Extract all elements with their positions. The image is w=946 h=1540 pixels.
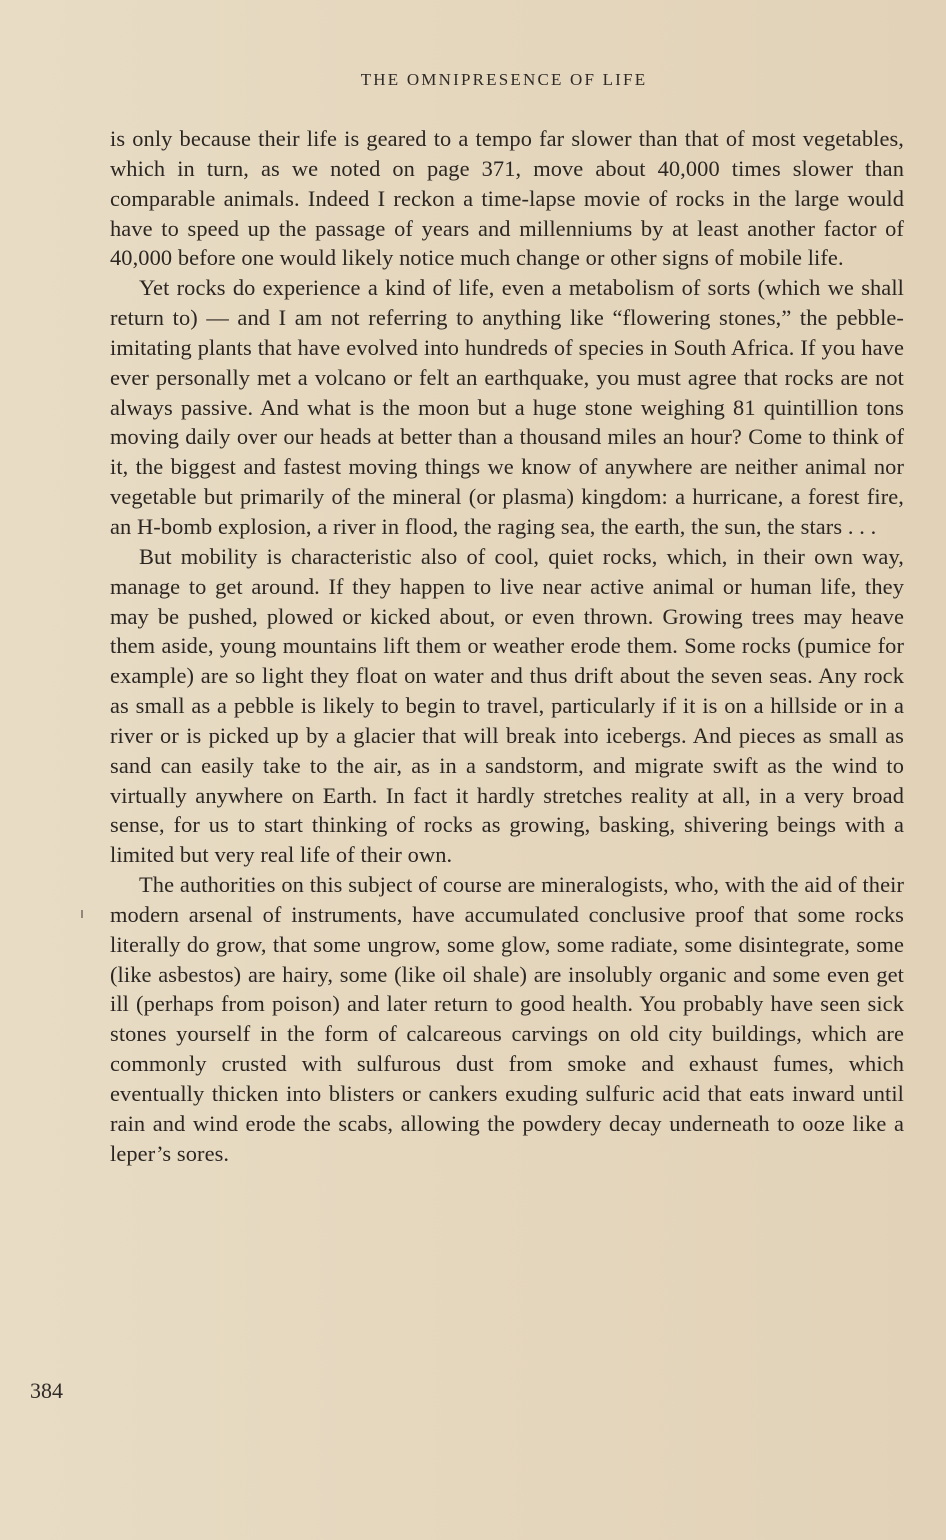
paragraph-1: is only because their life is geared to a tempo far slower than that of most vegetables, which in turn, as we noted on page 371, move about 40,000 times slower than comparable animals. Indeed I reckon a time-lapse movie of rocks in the large would have to speed up the passage of years and millenniums by at least another factor of 40,000 before one would likely notice much change or other signs of mobile life. xyxy=(110,126,904,271)
margin-speck xyxy=(81,910,83,918)
paragraph-3: But mobility is characteristic also of cool, quiet rocks, which, in their own way, manage to get around. If they happen to live near active animal or human life, they may be pushed, plowed or kicked about, or even thrown. Growing trees may heave them aside, young mountains lift them or weather erode them. Some rocks (pumice for example) are so light they float on water and thus drift about the seven seas. Any rock as small as a pebble is likely to begin to travel, particularly if it is on a hillside or in a river or is picked up by a glacier that will break into icebergs. And pieces as small as sand can easily take to the air, as in a sandstorm, and migrate swift as the wind to virtually anywhere on Earth. In fact it hardly stretches reality at all, in a very broad sense, for us to start thinking of rocks as growing, basking, shivering beings with a limited but very real life of their own. xyxy=(110,543,904,868)
paragraph-2: Yet rocks do experience a kind of life, even a metabolism of sorts (which we shall return to) — and I am not referring to anything like “flowering stones,” the pebble-imitating plants that have evolved into hundreds of species in South Africa. If you have ever personally met a volcano or felt an earthquake, you must agree that rocks are not always passive. And what is the moon but a huge stone weighing 81 quintillion tons moving daily over our heads at better than a thousand miles an hour? Come to think of it, the biggest and fastest moving things we know of anywhere are neither animal nor vegetable but primarily of the mineral (or plasma) kingdom: a hurricane, a forest fire, an H-bomb explosion, a river in flood, the raging sea, the earth, the sun, the stars . . . xyxy=(110,275,904,539)
running-head: THE OMNIPRESENCE OF LIFE xyxy=(360,70,648,89)
paragraph-4: The authorities on this subject of course are mineralogists, who, with the aid of their modern arsenal of instruments, have accumulated conclusive proof that some rocks literally do grow, that some ungrow, some glow, some radiate, some disintegrate, some (like asbestos) are hairy, some (like oil shale) are insolubly organic and some even get ill (perhaps from poison) and later return to good health. You probably have seen sick stones yourself in the form of calcareous carvings on old city buildings, which are commonly crusted with sulfurous dust from smoke and exhaust fumes, which eventually thicken into blisters or cankers exuding sulfuric acid that eats inward until rain and wind erode the scabs, allowing the powdery decay underneath to ooze like a leper’s sores. xyxy=(110,872,904,1166)
page-number: 384 xyxy=(30,1378,63,1403)
body-text xyxy=(110,124,904,1169)
